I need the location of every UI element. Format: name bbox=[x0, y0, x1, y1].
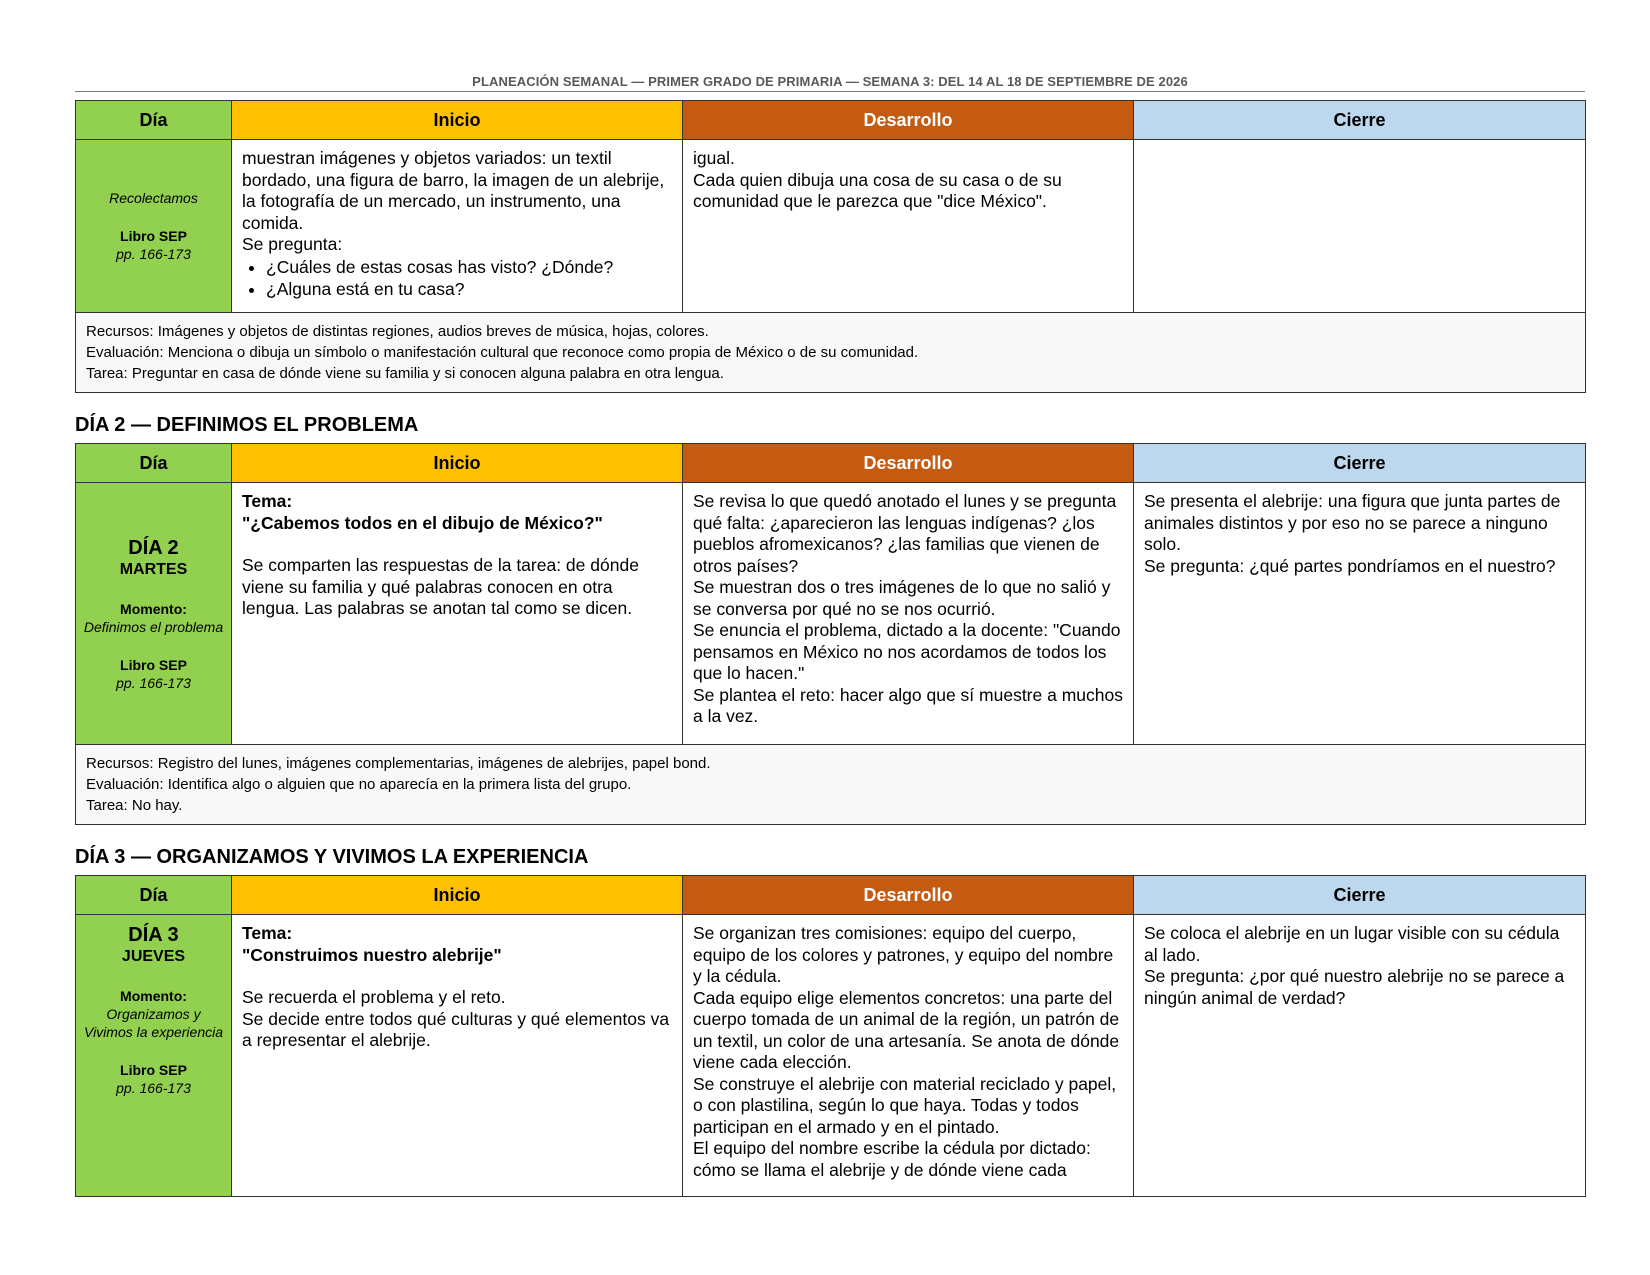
day2-dia-label: DÍA 2 bbox=[128, 536, 179, 559]
day3-libro-label: Libro SEP bbox=[120, 1062, 187, 1078]
day3-inicio-cell bbox=[232, 915, 683, 1197]
day2-desarrollo-cell bbox=[683, 483, 1134, 745]
day1-recursos: Recursos: Imágenes y objetos de distintas regiones, audios breves de música, hojas, colores. bbox=[86, 323, 709, 340]
day1-inicio-cell bbox=[232, 140, 683, 313]
day3-day-name: JUEVES bbox=[121, 948, 186, 965]
day2-cierre-cell bbox=[1134, 483, 1586, 745]
header-inicio: Inicio bbox=[232, 444, 683, 483]
day3-cierre-cell bbox=[1134, 915, 1586, 1197]
day2-momento-label: Momento: bbox=[120, 600, 187, 617]
header-dia: Día bbox=[76, 444, 232, 483]
day1-libro-pages: pp. 166-173 bbox=[116, 246, 191, 262]
list-item: • ¿Alguna está en tu casa? bbox=[266, 279, 672, 301]
day2-libro-pages: pp. 166-173 bbox=[116, 674, 191, 691]
day2-tema: "¿Cabemos todos en el dibujo de México?" bbox=[242, 512, 603, 533]
day1-question-list bbox=[242, 257, 672, 301]
day3-desarrollo-text: Se organizan tres comisiones: equipo del cuerpo, equipo de los colores y patrones, y equipo del nombre y la cédula. bbox=[693, 923, 1114, 986]
day3-libro-pages: pp. 166-173 bbox=[116, 1080, 191, 1096]
day2-cierre-text: Se presenta el alebrije: una figura que junta partes de animales distintos y por eso no se parece a ninguno solo. bbox=[1144, 491, 1561, 554]
day2-desarrollo-text: Se muestran dos o tres imágenes de lo que no salió y se conversa por qué no se nos ocurrió. bbox=[693, 577, 1111, 619]
day1-dia-cell bbox=[76, 140, 232, 313]
day3-desarrollo-text: El equipo del nombre escribe la cédula por dictado: cómo se llama el alebrije y de dónde viene cada bbox=[693, 1138, 1091, 1180]
day1-notes bbox=[76, 313, 1586, 393]
day1-cierre-cell bbox=[1134, 140, 1586, 313]
day1-desarrollo-cell bbox=[683, 140, 1134, 313]
list-item: • ¿Cuáles de estas cosas has visto? ¿Dónde? bbox=[266, 257, 672, 279]
day3-tema: "Construimos nuestro alebrije" bbox=[242, 944, 502, 965]
day3-inicio-text: Se recuerda el problema y el reto. bbox=[242, 987, 506, 1007]
day2-cierre-text: Se pregunta: ¿qué partes pondríamos en el nuestro? bbox=[1144, 555, 1556, 576]
day2-evaluacion: Evaluación: Identifica algo o alguien que no aparecía en la primera lista del grupo. bbox=[86, 776, 632, 793]
day3-inicio-text: Se decide entre todos qué culturas y qué elementos va a representar el alebrije. bbox=[242, 1008, 670, 1050]
day2-inicio-cell bbox=[232, 483, 683, 745]
day2-libro-label: Libro SEP bbox=[120, 656, 187, 673]
day3-cierre-text: Se coloca el alebrije en un lugar visible con su cédula al lado. bbox=[1144, 923, 1560, 965]
day2-day-name: MARTES bbox=[119, 560, 188, 578]
day3-dia-cell bbox=[76, 915, 232, 1197]
document-page bbox=[75, 0, 1585, 1197]
header-dia: Día bbox=[76, 876, 232, 915]
day3-desarrollo-text: Cada equipo elige elementos concretos: una parte del cuerpo tomada de un animal de la región, un patrón de un textil, un color de una artesanía. Se anota de dónde viene cada elección. bbox=[693, 987, 1120, 1072]
day2-recursos: Recursos: Registro del lunes, imágenes complementarias, imágenes de alebrijes, papel bond. bbox=[86, 755, 711, 772]
day3-cierre-text: Se pregunta: ¿por qué nuestro alebrije no se parece a ningún animal de verdad? bbox=[1144, 966, 1565, 1008]
day3-dia-label: DÍA 3 bbox=[128, 924, 179, 946]
header-inicio: Inicio bbox=[232, 876, 683, 915]
day2-inicio-text: Se comparten las respuestas de la tarea: de dónde viene su familia y qué palabras conocen en otra lengua. Las palabras se anotan tal como se dicen. bbox=[242, 555, 639, 618]
header-desarrollo: Desarrollo bbox=[683, 876, 1134, 915]
header-desarrollo: Desarrollo bbox=[683, 101, 1134, 140]
day2-table bbox=[75, 443, 1586, 825]
header-dia: Día bbox=[76, 101, 232, 140]
day1-inicio-text: Se pregunta: bbox=[242, 234, 343, 254]
day3-momento: Organizamos y Vivimos la experiencia bbox=[83, 1006, 224, 1040]
header-cierre: Cierre bbox=[1134, 444, 1586, 483]
day2-section-title: DÍA 2 — DEFINIMOS EL PROBLEMA bbox=[75, 414, 419, 436]
day2-tema-label: Tema: bbox=[242, 491, 293, 511]
day3-momento-label: Momento: bbox=[120, 988, 187, 1004]
day1-desarrollo-text: igual. bbox=[693, 148, 735, 168]
header-desarrollo: Desarrollo bbox=[683, 444, 1134, 483]
day3-desarrollo-cell bbox=[683, 915, 1134, 1197]
day1-momento: Recolectamos bbox=[109, 190, 198, 206]
day3-section-title: DÍA 3 — ORGANIZAMOS Y VIVIMOS LA EXPERIENCIA bbox=[75, 846, 589, 868]
day1-tarea: Tarea: Preguntar en casa de dónde viene su familia y si conocen alguna palabra en otra lengua. bbox=[86, 365, 724, 382]
day2-notes bbox=[76, 745, 1586, 825]
day1-libro-label: Libro SEP bbox=[120, 228, 187, 244]
day3-tema-label: Tema: bbox=[242, 923, 293, 943]
header-inicio: Inicio bbox=[232, 101, 683, 140]
day1-table bbox=[75, 100, 1586, 393]
day2-tarea: Tarea: No hay. bbox=[86, 797, 183, 814]
running-header: PLANEACIÓN SEMANAL — PRIMER GRADO DE PRIMARIA — SEMANA 3: DEL 14 AL 18 DE SEPTIEMBRE DE 2026 bbox=[75, 74, 1585, 92]
day2-desarrollo-text: Se plantea el reto: hacer algo que sí muestre a muchos a la vez. bbox=[693, 684, 1123, 726]
day1-inicio-text: muestran imágenes y objetos variados: un textil bordado, una figura de barro, la imagen de un alebrije, la fotografía de un mercado, un instrumento, una comida. bbox=[242, 148, 665, 233]
day1-evaluacion: Evaluación: Menciona o dibuja un símbolo o manifestación cultural que reconoce como propia de México o de su comunidad. bbox=[86, 344, 919, 361]
header-cierre: Cierre bbox=[1134, 876, 1586, 915]
day2-desarrollo-text: Se revisa lo que quedó anotado el lunes y se pregunta qué falta: ¿aparecieron las lenguas indígenas? ¿los pueblos afromexicanos? ¿las familias que vienen de otros países? bbox=[693, 491, 1117, 576]
header-cierre: Cierre bbox=[1134, 101, 1586, 140]
day3-table bbox=[75, 875, 1586, 1197]
day2-desarrollo-text: Se enuncia el problema, dictado a la docente: "Cuando pensamos en México no nos acordamos de todos los que lo hacen." bbox=[693, 620, 1121, 683]
day1-desarrollo-text: Cada quien dibuja una cosa de su casa o de su comunidad que le parezca que "dice México". bbox=[693, 169, 1062, 211]
day2-dia-cell bbox=[76, 483, 232, 745]
day3-desarrollo-text: Se construye el alebrije con material reciclado y papel, o con plastilina, según lo que haya. Todas y todos participan en el armado y en el pintado. bbox=[693, 1073, 1117, 1137]
day2-momento: Definimos el problema bbox=[83, 618, 224, 635]
